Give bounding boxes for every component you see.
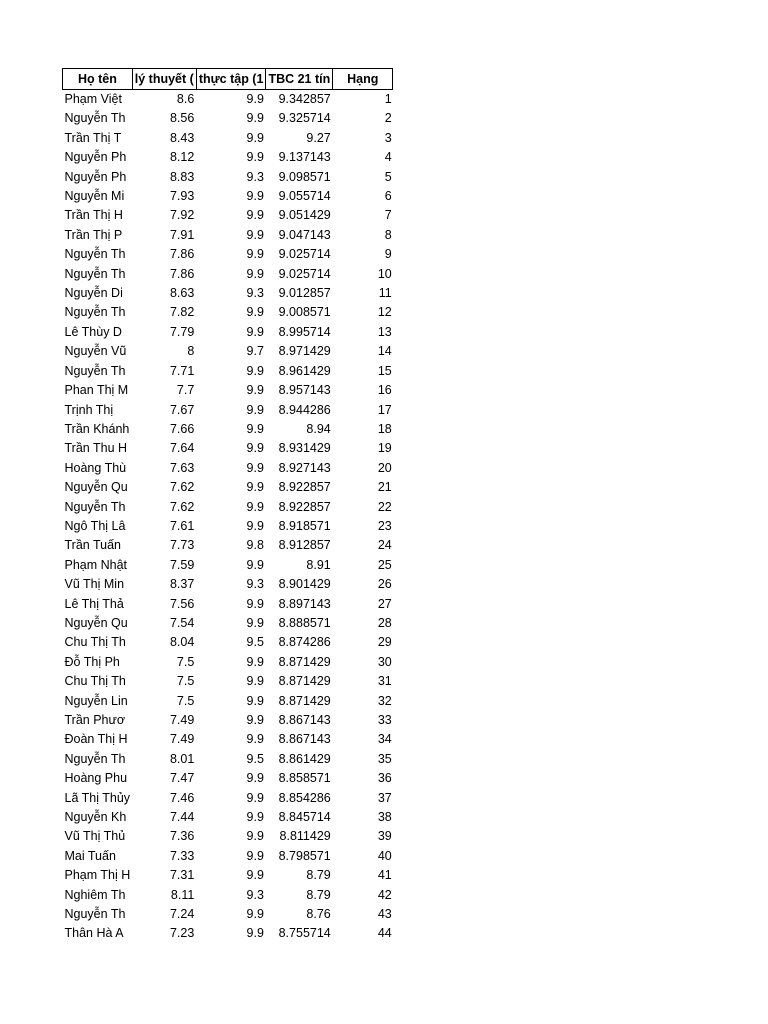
cell-average[interactable]: 8.79	[306, 887, 331, 902]
table-row	[63, 886, 393, 905]
cell-theory[interactable]: 7.71	[169, 363, 195, 378]
table-row	[63, 109, 393, 128]
cell-rank[interactable]: 9	[384, 247, 392, 262]
table-row	[63, 905, 393, 924]
cell-name[interactable]: Phạm Nhật	[64, 557, 128, 572]
table-row	[63, 90, 393, 110]
cell-theory[interactable]: 8.6	[176, 92, 195, 106]
cell-name[interactable]: Trần Thị H	[64, 208, 123, 223]
cell-theory[interactable]: 8.37	[169, 577, 195, 592]
cell-theory[interactable]: 7.54	[169, 615, 195, 630]
cell-practice[interactable]: 9.9	[246, 926, 264, 941]
cell-practice[interactable]: 9.9	[246, 480, 264, 495]
cell-rank[interactable]: 14	[377, 344, 392, 359]
cell-average[interactable]: 8.811429	[279, 829, 331, 844]
table-row	[63, 459, 393, 478]
cell-theory[interactable]: 8.04	[169, 635, 195, 650]
cell-average[interactable]: 9.27	[306, 130, 331, 145]
cell-name[interactable]: Nguyễn Di	[64, 286, 123, 301]
cell-average[interactable]: 8.995714	[278, 324, 331, 339]
cell-practice[interactable]: 9.5	[246, 635, 264, 650]
cell-theory[interactable]: 7.67	[169, 402, 195, 417]
cell-practice[interactable]: 9.3	[246, 577, 264, 592]
cell-practice[interactable]: 9.9	[246, 790, 264, 805]
cell-name[interactable]: Nguyễn Mi	[64, 189, 125, 204]
cell-theory[interactable]: 7.62	[169, 499, 195, 514]
cell-name[interactable]: Nguyễn Th	[64, 111, 126, 126]
table-row	[63, 556, 393, 575]
cell-rank[interactable]: 37	[377, 790, 392, 805]
cell-theory[interactable]: 7.91	[169, 227, 195, 242]
cell-rank[interactable]: 6	[384, 189, 392, 204]
cell-average[interactable]: 8.971429	[278, 344, 331, 359]
cell-practice[interactable]: 9.9	[246, 713, 264, 727]
cell-average[interactable]: 8.918571	[278, 518, 331, 533]
cell-name[interactable]: Trần Thị P	[64, 227, 123, 242]
table-row	[63, 614, 393, 633]
cell-theory[interactable]: 7.66	[169, 421, 195, 436]
cell-average[interactable]: 8.931429	[278, 441, 331, 456]
cell-name[interactable]: Nguyễn Qu	[64, 615, 128, 630]
cell-average[interactable]: 8.76	[306, 907, 331, 922]
cell-name[interactable]: Nguyễn Th	[64, 266, 126, 281]
cell-average[interactable]: 8.897143	[278, 596, 331, 611]
cell-name[interactable]: Chu Thị Th	[64, 635, 126, 650]
cell-practice[interactable]: 9.9	[246, 305, 264, 320]
table-row	[63, 692, 393, 711]
table-row	[63, 536, 393, 555]
cell-rank[interactable]: 8	[384, 227, 392, 242]
header-rank[interactable]: Hạng	[333, 69, 393, 90]
header-practice[interactable]: thực tập (1	[196, 69, 266, 90]
cell-practice[interactable]: 9.9	[246, 499, 264, 514]
table-row	[63, 730, 393, 749]
cell-theory[interactable]: 8.01	[169, 751, 195, 766]
cell-practice[interactable]: 9.9	[246, 693, 264, 708]
cell-theory[interactable]: 7.59	[169, 557, 195, 572]
cell-practice[interactable]: 9.9	[246, 92, 264, 106]
table-row	[63, 924, 393, 943]
cell-rank[interactable]: 42	[377, 887, 392, 902]
cell-rank[interactable]: 34	[377, 732, 392, 747]
cell-name[interactable]: Đoàn Thị H	[64, 732, 128, 747]
cell-practice[interactable]: 9.9	[246, 868, 264, 883]
table-row	[63, 866, 393, 885]
cell-rank[interactable]: 23	[377, 518, 392, 533]
cell-rank[interactable]: 5	[384, 169, 392, 184]
cell-theory[interactable]: 7.86	[169, 266, 195, 281]
cell-theory[interactable]: 7.49	[169, 732, 195, 747]
cell-name[interactable]: Vũ Thị Thủ	[64, 829, 126, 844]
cell-practice[interactable]: 9.9	[246, 130, 264, 145]
cell-name[interactable]: Trịnh Thị	[64, 402, 114, 417]
cell-average[interactable]: 8.798571	[278, 848, 331, 863]
cell-practice[interactable]: 9.9	[246, 596, 264, 611]
cell-theory[interactable]: 7.33	[169, 848, 195, 863]
cell-average[interactable]: 9.098571	[278, 169, 331, 184]
cell-practice[interactable]: 9.3	[246, 286, 264, 301]
cell-name[interactable]: Nguyễn Qu	[64, 480, 128, 495]
cell-rank[interactable]: 36	[377, 771, 392, 786]
cell-rank[interactable]: 18	[377, 421, 392, 436]
cell-practice[interactable]: 9.9	[246, 829, 264, 844]
cell-rank[interactable]: 24	[377, 538, 392, 553]
cell-rank[interactable]: 1	[384, 92, 392, 106]
cell-average[interactable]: 8.94	[306, 421, 331, 436]
cell-practice[interactable]: 9.3	[246, 169, 264, 184]
cell-rank[interactable]: 33	[377, 713, 392, 727]
cell-practice[interactable]: 9.9	[246, 848, 264, 863]
cell-name[interactable]: Phan Thị M	[64, 383, 129, 398]
cell-theory[interactable]: 7.23	[169, 926, 195, 941]
cell-name[interactable]: Trần Phươ	[64, 713, 126, 727]
cell-rank[interactable]: 28	[377, 615, 392, 630]
cell-theory[interactable]: 7.62	[169, 480, 195, 495]
table-body	[63, 90, 393, 944]
cell-practice[interactable]: 9.9	[246, 460, 264, 475]
header-average[interactable]: TBC 21 tín	[266, 69, 333, 90]
cell-average[interactable]: 9.137143	[278, 150, 331, 165]
cell-name[interactable]: Nguyễn Th	[64, 247, 126, 262]
cell-name[interactable]: Nguyễn Th	[64, 305, 126, 320]
cell-average[interactable]: 8.901429	[278, 577, 331, 592]
cell-average[interactable]: 9.055714	[278, 189, 331, 204]
table-row	[63, 498, 393, 517]
cell-average[interactable]: 9.025714	[278, 266, 331, 281]
table-row	[63, 633, 393, 652]
cell-theory[interactable]: 7.24	[169, 907, 195, 922]
cell-name[interactable]: Nghiêm Th	[64, 887, 126, 902]
cell-name[interactable]: Lê Thị Thả	[64, 596, 124, 611]
cell-practice[interactable]: 9.7	[246, 344, 264, 359]
cell-practice[interactable]: 9.9	[246, 557, 264, 572]
table-row	[63, 575, 393, 594]
table-row	[63, 517, 393, 536]
cell-theory[interactable]: 7.31	[169, 868, 195, 883]
cell-average[interactable]: 8.927143	[278, 460, 331, 475]
cell-rank[interactable]: 12	[377, 305, 392, 320]
cell-rank[interactable]: 40	[377, 848, 392, 863]
table-row	[63, 323, 393, 342]
table-row	[63, 362, 393, 381]
header-row	[63, 69, 393, 90]
cell-average[interactable]: 8.888571	[278, 615, 331, 630]
cell-practice[interactable]: 9.9	[246, 907, 264, 922]
cell-average[interactable]: 8.867143	[278, 732, 331, 747]
cell-average[interactable]: 8.874286	[278, 635, 331, 650]
cell-practice[interactable]: 9.9	[246, 732, 264, 747]
cell-rank[interactable]: 43	[377, 907, 392, 922]
table-row	[63, 711, 393, 730]
cell-practice[interactable]: 9.9	[246, 266, 264, 281]
cell-theory[interactable]: 7.61	[169, 518, 195, 533]
cell-average[interactable]: 8.922857	[278, 499, 331, 514]
table-row	[63, 284, 393, 303]
cell-average[interactable]: 8.79	[306, 868, 331, 883]
cell-average[interactable]: 9.025714	[278, 247, 331, 262]
cell-average[interactable]: 9.012857	[278, 286, 331, 301]
cell-practice[interactable]: 9.9	[246, 324, 264, 339]
cell-average[interactable]: 8.871429	[278, 654, 331, 669]
cell-name[interactable]: Vũ Thị Min	[64, 577, 125, 592]
cell-practice[interactable]: 9.9	[246, 208, 264, 223]
cell-average[interactable]: 8.961429	[278, 363, 331, 378]
cell-theory[interactable]: 7.44	[169, 810, 195, 825]
cell-rank[interactable]: 30	[377, 654, 392, 669]
cell-practice[interactable]: 9.8	[246, 538, 264, 553]
cell-rank[interactable]: 22	[377, 499, 392, 514]
cell-rank[interactable]: 13	[377, 324, 392, 339]
cell-theory[interactable]: 7.7	[176, 383, 195, 398]
cell-name[interactable]: Nguyễn Th	[64, 907, 126, 922]
table-row	[63, 750, 393, 769]
table-row	[63, 808, 393, 827]
cell-name[interactable]: Mai Tuấn	[64, 848, 116, 863]
cell-rank[interactable]: 25	[377, 557, 392, 572]
cell-theory[interactable]: 8.83	[169, 169, 195, 184]
table-row	[63, 206, 393, 225]
cell-rank[interactable]: 32	[377, 693, 392, 708]
table-row	[63, 226, 393, 245]
cell-rank[interactable]: 27	[377, 596, 392, 611]
cell-average[interactable]: 8.91	[306, 557, 331, 572]
cell-theory[interactable]: 7.93	[169, 189, 195, 204]
cell-rank[interactable]: 19	[377, 441, 392, 456]
cell-name[interactable]: Nguyễn Ph	[64, 150, 127, 165]
score-table	[62, 68, 393, 944]
cell-practice[interactable]: 9.9	[246, 441, 264, 456]
cell-name[interactable]: Hoàng Phu	[64, 771, 128, 786]
table-row	[63, 148, 393, 167]
cell-average[interactable]: 8.867143	[278, 713, 331, 727]
cell-name[interactable]: Trần Thu H	[64, 441, 128, 456]
cell-theory[interactable]: 8.63	[169, 286, 195, 301]
cell-rank[interactable]: 39	[377, 829, 392, 844]
table-row	[63, 595, 393, 614]
cell-theory[interactable]: 7.64	[169, 441, 195, 456]
cell-practice[interactable]: 9.5	[246, 751, 264, 766]
cell-theory[interactable]: 8.56	[169, 111, 195, 126]
cell-theory[interactable]: 8	[187, 344, 195, 359]
table-row	[63, 265, 393, 284]
cell-name[interactable]: Nguyễn Ph	[64, 169, 127, 184]
cell-practice[interactable]: 9.9	[246, 674, 264, 689]
cell-rank[interactable]: 16	[377, 383, 392, 398]
table-row	[63, 303, 393, 322]
cell-theory[interactable]: 7.49	[169, 713, 195, 727]
table-row	[63, 187, 393, 206]
cell-name[interactable]: Trần Tuấn	[64, 538, 122, 553]
table-row	[63, 789, 393, 808]
cell-average[interactable]: 9.325714	[278, 111, 331, 126]
cell-practice[interactable]: 9.9	[246, 227, 264, 242]
cell-average[interactable]: 8.755714	[278, 926, 331, 941]
cell-average[interactable]: 8.854286	[278, 790, 331, 805]
table-row	[63, 420, 393, 439]
cell-average[interactable]: 8.871429	[278, 674, 331, 689]
cell-average[interactable]: 9.051429	[278, 208, 331, 223]
cell-name[interactable]: Nguyễn Vũ	[64, 344, 127, 359]
table-row	[63, 769, 393, 788]
cell-practice[interactable]: 9.9	[246, 615, 264, 630]
cell-practice[interactable]: 9.9	[246, 421, 264, 436]
cell-practice[interactable]: 9.3	[246, 887, 264, 902]
cell-average[interactable]: 8.861429	[278, 751, 331, 766]
cell-rank[interactable]: 41	[377, 868, 392, 883]
cell-practice[interactable]: 9.9	[246, 771, 264, 786]
cell-average[interactable]: 8.957143	[278, 383, 331, 398]
cell-rank[interactable]: 29	[377, 635, 392, 650]
cell-rank[interactable]: 4	[384, 150, 392, 165]
table-row	[63, 827, 393, 846]
cell-rank[interactable]: 21	[377, 480, 392, 495]
cell-rank[interactable]: 10	[377, 266, 392, 281]
cell-name[interactable]: Phạm Việt	[64, 92, 122, 106]
cell-name[interactable]: Nguyễn Th	[64, 363, 126, 378]
table-row	[63, 653, 393, 672]
cell-average[interactable]: 8.871429	[278, 693, 331, 708]
cell-name[interactable]: Thân Hà A	[64, 926, 124, 941]
cell-practice[interactable]: 9.9	[246, 810, 264, 825]
cell-theory[interactable]: 7.5	[176, 654, 195, 669]
cell-theory[interactable]: 8.11	[170, 887, 195, 902]
cell-rank[interactable]: 2	[384, 111, 392, 126]
cell-theory[interactable]: 7.82	[169, 305, 195, 320]
cell-theory[interactable]: 7.56	[169, 596, 195, 611]
cell-practice[interactable]: 9.9	[246, 383, 264, 398]
cell-average[interactable]: 9.047143	[278, 227, 331, 242]
cell-average[interactable]: 9.008571	[278, 305, 331, 320]
cell-name[interactable]: Nguyễn Kh	[64, 810, 127, 825]
table-row	[63, 381, 393, 400]
cell-rank[interactable]: 35	[377, 751, 392, 766]
cell-theory[interactable]: 7.63	[169, 460, 195, 475]
cell-theory[interactable]: 7.86	[169, 247, 195, 262]
cell-name[interactable]: Nguyễn Th	[64, 751, 126, 766]
cell-theory[interactable]: 7.46	[169, 790, 195, 805]
cell-name[interactable]: Nguyễn Lin	[64, 693, 128, 708]
cell-name[interactable]: Phạm Thị H	[64, 868, 131, 883]
cell-practice[interactable]: 9.9	[246, 189, 264, 204]
cell-theory[interactable]: 7.47	[169, 771, 195, 786]
cell-rank[interactable]: 44	[377, 926, 392, 941]
cell-practice[interactable]: 9.9	[246, 247, 264, 262]
table-row	[63, 672, 393, 691]
table-row	[63, 168, 393, 187]
cell-name[interactable]: Đỗ Thị Ph	[64, 654, 120, 669]
cell-rank[interactable]: 17	[377, 402, 392, 417]
cell-name[interactable]: Trần Khánh	[64, 421, 130, 436]
cell-theory[interactable]: 7.73	[169, 538, 195, 553]
table-row	[63, 129, 393, 148]
header-theory[interactable]: lý thuyết (	[132, 69, 196, 90]
table-row	[63, 401, 393, 420]
cell-theory[interactable]: 7.5	[176, 693, 195, 708]
cell-name[interactable]: Nguyễn Th	[64, 499, 126, 514]
cell-name[interactable]: Trần Thị T	[64, 130, 122, 145]
cell-rank[interactable]: 3	[384, 130, 392, 145]
table-row	[63, 342, 393, 361]
cell-practice[interactable]: 9.9	[246, 402, 264, 417]
cell-practice[interactable]: 9.9	[246, 111, 264, 126]
cell-rank[interactable]: 26	[377, 577, 392, 592]
cell-practice[interactable]: 9.9	[246, 518, 264, 533]
cell-theory[interactable]: 7.92	[169, 208, 195, 223]
cell-practice[interactable]: 9.9	[246, 654, 264, 669]
cell-average[interactable]: 8.944286	[278, 402, 331, 417]
cell-average[interactable]: 9.342857	[278, 92, 331, 106]
header-name[interactable]: Họ tên	[63, 69, 133, 90]
cell-theory[interactable]: 7.36	[169, 829, 195, 844]
table-row	[63, 439, 393, 458]
cell-rank[interactable]: 7	[384, 208, 392, 223]
cell-rank[interactable]: 11	[378, 286, 392, 301]
cell-average[interactable]: 8.922857	[278, 480, 331, 495]
cell-theory[interactable]: 8.43	[169, 130, 195, 145]
cell-average[interactable]: 8.858571	[278, 771, 331, 786]
cell-practice[interactable]: 9.9	[246, 150, 264, 165]
cell-name[interactable]: Chu Thị Th	[64, 674, 126, 689]
cell-theory[interactable]: 7.5	[176, 674, 195, 689]
cell-name[interactable]: Lã Thị Thủy	[64, 790, 131, 805]
cell-name[interactable]: Ngô Thị Lâ	[64, 518, 126, 533]
table-row	[63, 847, 393, 866]
cell-average[interactable]: 8.845714	[278, 810, 331, 825]
cell-rank[interactable]: 31	[377, 674, 392, 689]
cell-rank[interactable]: 15	[377, 363, 392, 378]
cell-practice[interactable]: 9.9	[246, 363, 264, 378]
cell-rank[interactable]: 38	[377, 810, 392, 825]
cell-name[interactable]: Hoàng Thù	[64, 460, 127, 475]
cell-name[interactable]: Lê Thùy D	[64, 324, 122, 339]
table-row	[63, 478, 393, 497]
cell-rank[interactable]: 20	[377, 460, 392, 475]
table-row	[63, 245, 393, 264]
cell-average[interactable]: 8.912857	[278, 538, 331, 553]
cell-theory[interactable]: 7.79	[169, 324, 195, 339]
cell-theory[interactable]: 8.12	[169, 150, 195, 165]
